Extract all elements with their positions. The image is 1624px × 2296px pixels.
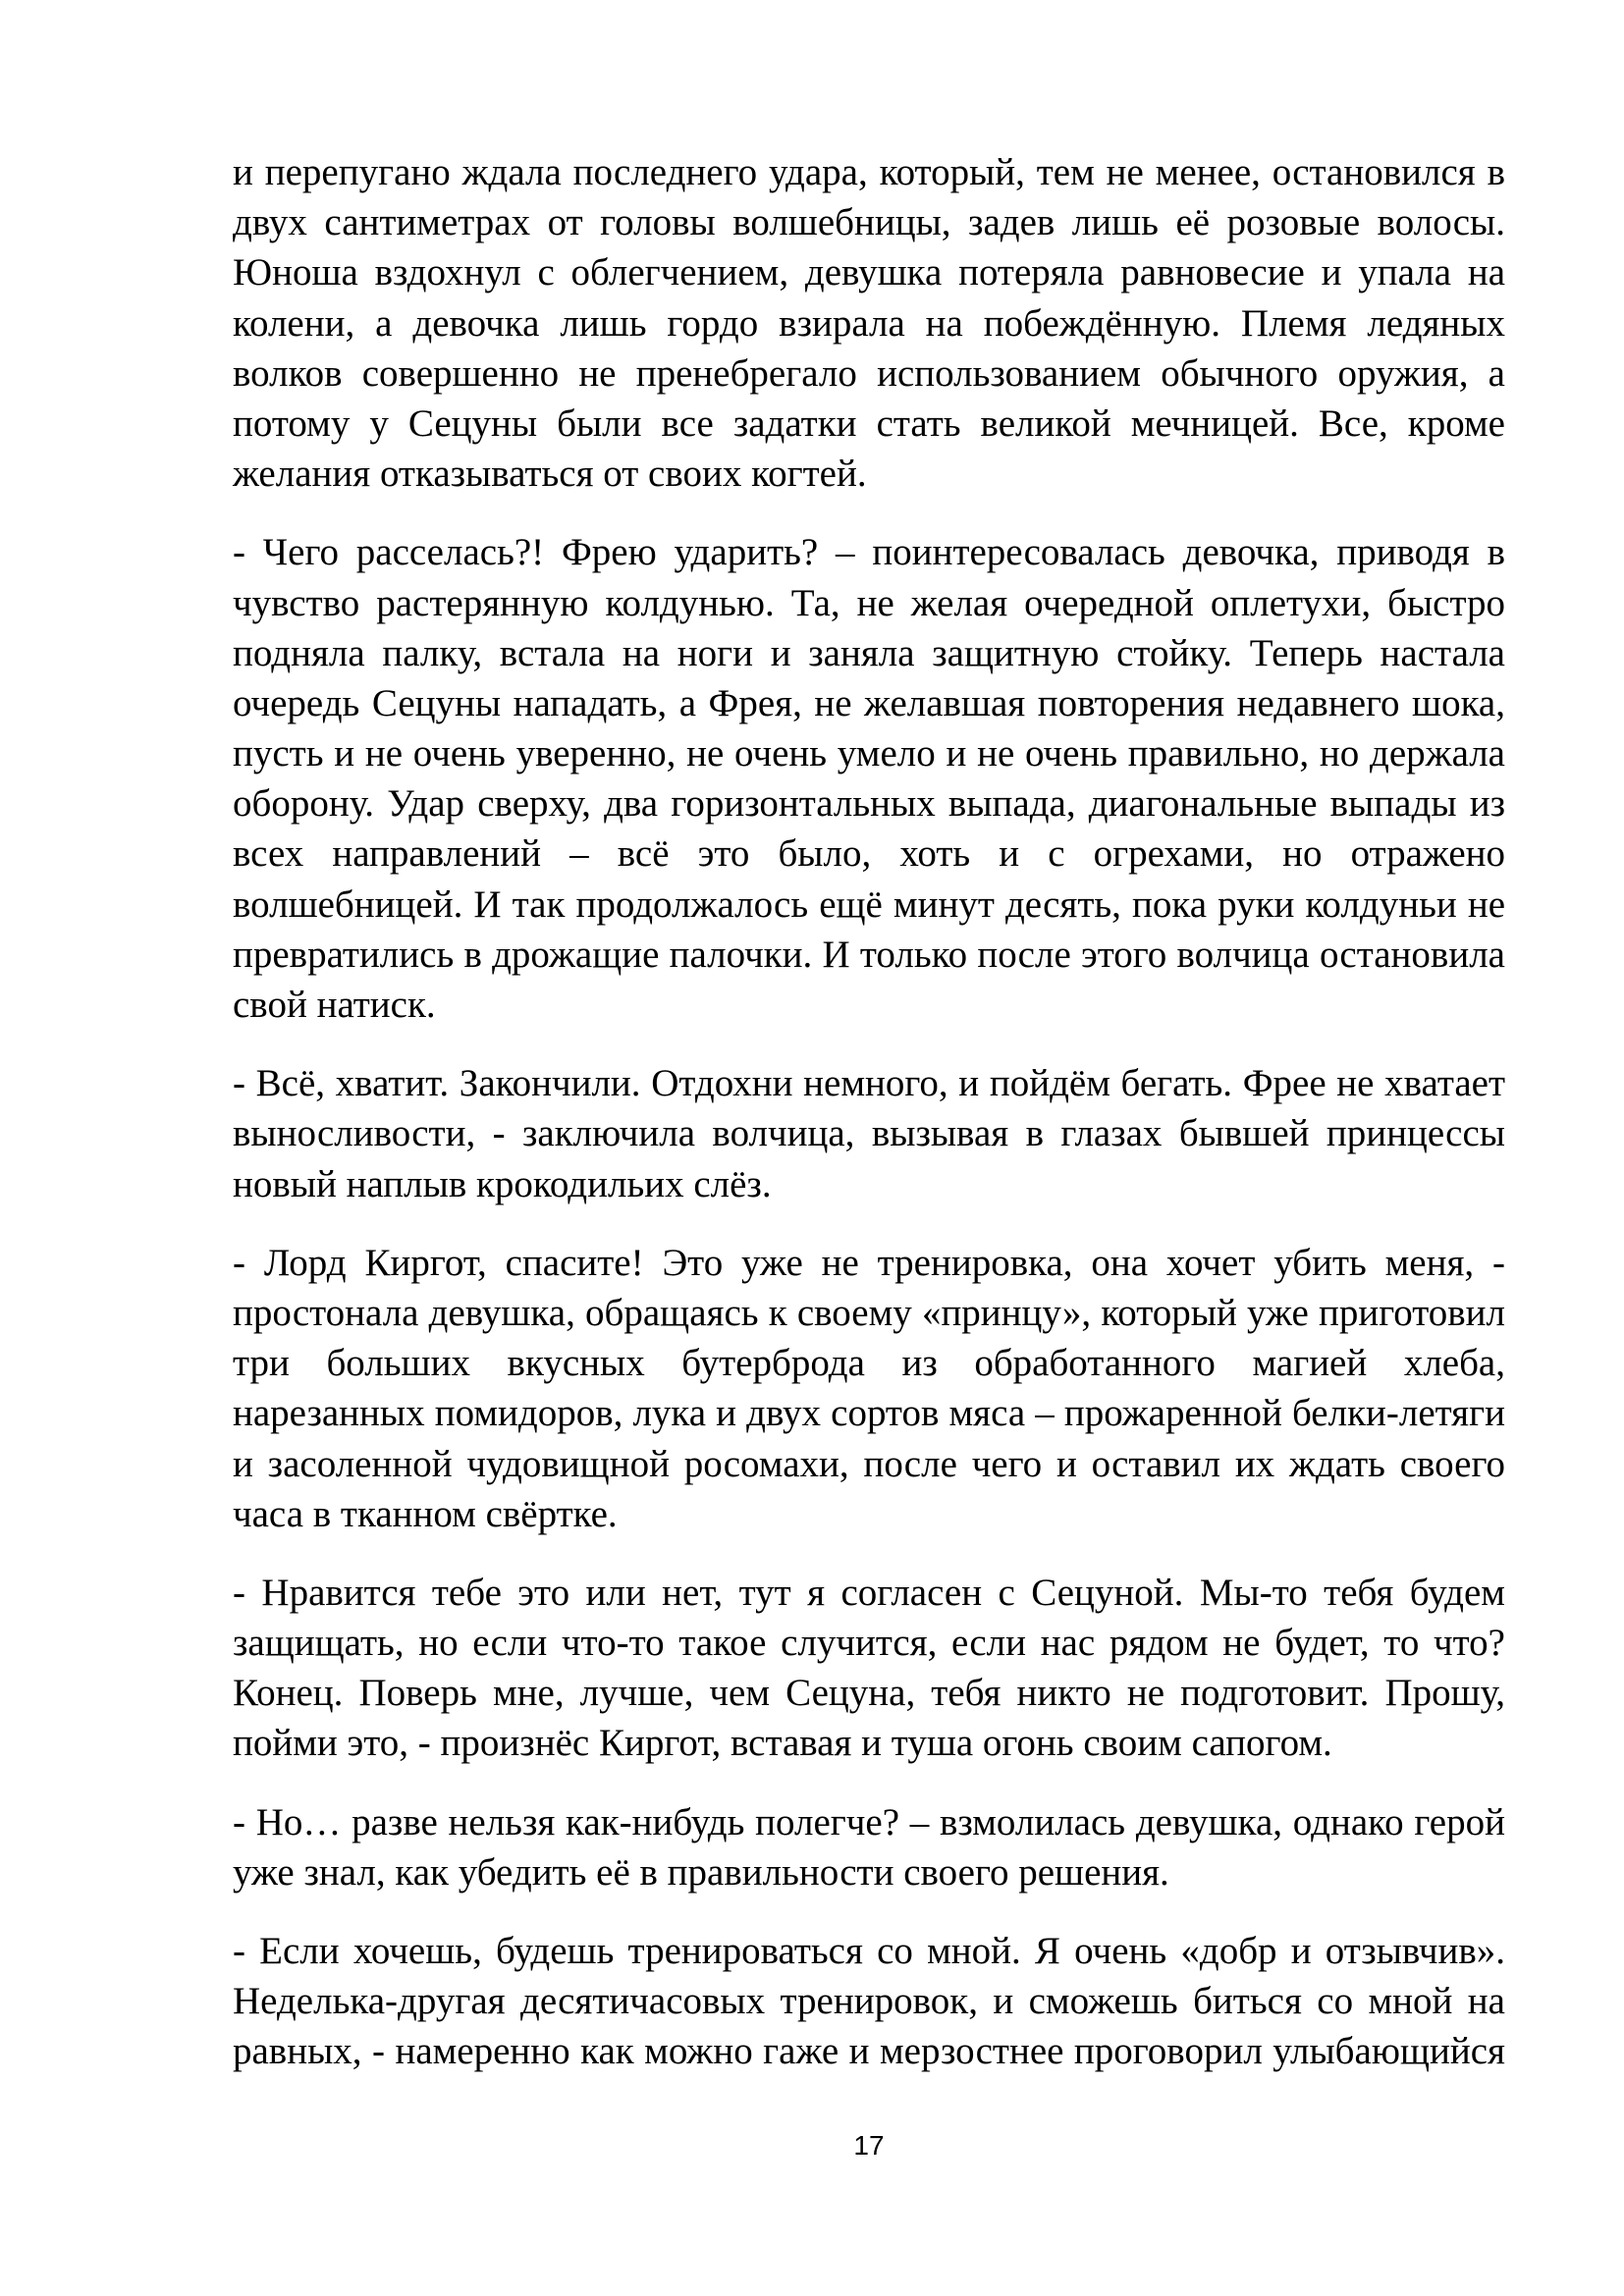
paragraph xyxy=(233,147,1505,499)
text-line: оборону. Удар сверху, два горизонтальных выпада, диагональные выпады из xyxy=(233,782,1505,826)
text-line: уже знал, как убедить её в правильности своего решения. xyxy=(233,1850,1169,1894)
text-line: - Всё, хватит. Закончили. Отдохни немного, и пойдём бегать. Фрее не хватает xyxy=(233,1062,1505,1105)
text-line: - Если хочешь, будешь тренироваться со мной. Я очень «добр и отзывчив». xyxy=(233,1930,1505,1972)
text-line: Конец. Поверь мне, лучше, чем Сецуна, тебя никто не подготовит. Прошу, xyxy=(233,1672,1505,1715)
page-number: 17 xyxy=(853,2130,885,2161)
paragraph xyxy=(233,527,1505,1030)
text-line: - Чего расселась?! Фрею ударить? – поинтересовалась девочка, приводя в xyxy=(233,531,1505,574)
paragraph xyxy=(233,1238,1505,1539)
text-line: часа в тканном свёртке. xyxy=(233,1492,618,1535)
text-line: превратились в дрожащие палочки. И только после этого волчица остановила xyxy=(233,933,1505,976)
text-line: потому у Сецуны были все задатки стать великой мечницей. Все, кроме xyxy=(233,401,1505,445)
text-line: очередь Сецуны нападать, а Фрея, не желавшая повторения недавнего шока, xyxy=(233,681,1505,724)
paragraph xyxy=(233,1797,1505,1897)
text-line: - Нравится тебе это или нет, тут я согласен с Сецуной. Мы-то тебя будем xyxy=(233,1571,1505,1614)
text-line: двух сантиметрах от головы волшебницы, задев лишь её розовые волосы. xyxy=(233,201,1505,244)
text-line: выносливости, - заключила волчица, вызывая в глазах бывшей принцессы xyxy=(233,1112,1505,1155)
text-line: нарезанных помидоров, лука и двух сортов мяса – прожаренной белки-летяги xyxy=(233,1392,1505,1435)
text-line: три больших вкусных бутерброда из обработанного магией хлеба, xyxy=(233,1342,1505,1385)
text-line: - Но… разве нельзя как-нибудь полегче? – взмолилась девушка, однако герой xyxy=(233,1800,1505,1843)
text-line: желания отказываться от своих когтей. xyxy=(233,453,867,496)
text-line: колени, а девочка лишь гордо взирала на побеждённую. Племя ледяных xyxy=(233,301,1505,345)
text-line: Неделька-другая десятичасовых тренировок, и сможешь биться со мной на xyxy=(233,1980,1505,2023)
text-line: защищать, но если что-то такое случится, если нас рядом не будет, то что? xyxy=(233,1622,1505,1665)
text-line: пойми это, - произнёс Киргот, вставая и туша огонь своим сапогом. xyxy=(233,1722,1332,1765)
text-line: - Лорд Киргот, спасите! Это уже не тренировка, она хочет убить меня, - xyxy=(233,1241,1505,1284)
text-line: и перепугано ждала последнего удара, который, тем не менее, остановился в xyxy=(233,151,1505,193)
text-line: простонала девушка, обращаясь к своему «принцу», который уже приготовил xyxy=(233,1291,1505,1334)
text-line: новый наплыв крокодильих слёз. xyxy=(233,1162,772,1205)
text-line: Юноша вздохнул с облегчением, девушка потеряла равновесие и упала на xyxy=(233,251,1505,294)
text-line: волков совершенно не пренебрегало использованием обычного оружия, а xyxy=(233,351,1505,395)
paragraph xyxy=(233,1568,1505,1769)
text-line: чувство растерянную колдунью. Та, не желая очередной оплетухи, быстро xyxy=(233,581,1505,624)
text-line: всех направлений – всё это было, хоть и с огрехами, но отражено xyxy=(233,832,1505,876)
text-line: подняла палку, встала на ноги и заняла защитную стойку. Теперь настала xyxy=(233,631,1505,674)
text-line: пусть и не очень уверенно, не очень умело и не очень правильно, но держала xyxy=(233,732,1505,775)
text-line: и засоленной чудовищной росомахи, после чего и оставил их ждать своего xyxy=(233,1442,1505,1485)
text-line: равных, - намеренно как можно гаже и мерзостнее проговорил улыбающийся xyxy=(233,2030,1505,2073)
body-text xyxy=(233,147,1505,2106)
paragraph xyxy=(233,1926,1505,2077)
text-line: свой натиск. xyxy=(233,984,436,1026)
text-line: волшебницей. И так продолжалось ещё минут десять, пока руки колдуньи не xyxy=(233,882,1505,926)
paragraph xyxy=(233,1058,1505,1209)
